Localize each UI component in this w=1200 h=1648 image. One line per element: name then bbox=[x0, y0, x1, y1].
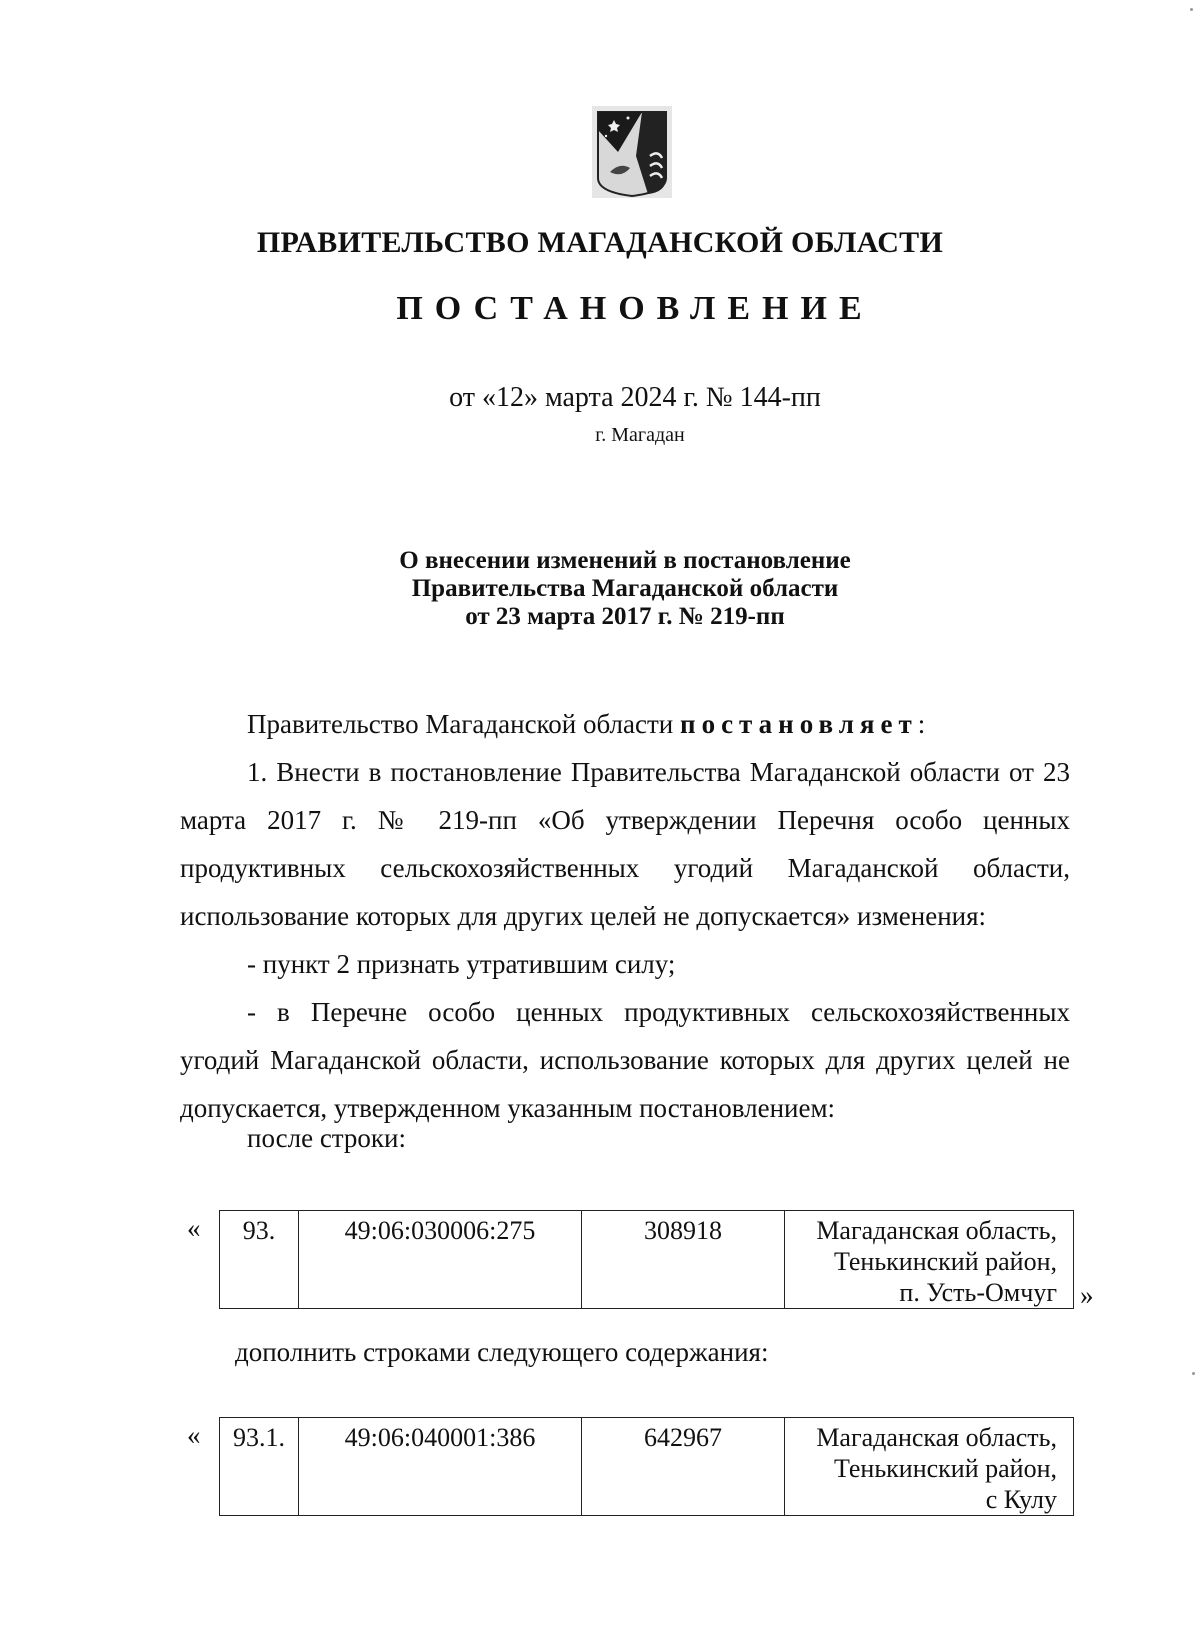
address-line: п. Усть-Омчуг bbox=[899, 1278, 1057, 1307]
row-number: 93.1. bbox=[220, 1418, 299, 1516]
close-quote: » bbox=[1080, 1280, 1094, 1310]
preamble-keyword: постановляет bbox=[680, 709, 918, 739]
document-type: ПОСТАНОВЛЕНИЕ bbox=[396, 290, 874, 327]
address-cell bbox=[785, 1211, 1074, 1309]
new-row-table bbox=[219, 1417, 1074, 1516]
organization-title: ПРАВИТЕЛЬСТВО МАГАДАНСКОЙ ОБЛАСТИ bbox=[256, 226, 944, 259]
address-cell bbox=[785, 1418, 1074, 1516]
preamble-suffix: : bbox=[917, 709, 926, 739]
cadastral-number: 49:06:030006:275 bbox=[299, 1211, 582, 1309]
scan-speck bbox=[1190, 8, 1193, 11]
table-row bbox=[220, 1418, 1074, 1516]
subject-line: Правительства Магаданской области bbox=[411, 575, 839, 602]
area-value: 642967 bbox=[582, 1418, 785, 1516]
area-value: 308918 bbox=[582, 1211, 785, 1309]
address-line: Магаданская область, bbox=[816, 1423, 1057, 1452]
existing-row-table bbox=[219, 1210, 1074, 1309]
preamble-prefix: Правительство Магаданской области bbox=[247, 709, 674, 739]
after-row-label: после строки: bbox=[247, 1123, 406, 1153]
document-date-number: от «12» марта 2024 г. № 144-пп bbox=[449, 382, 821, 413]
open-quote: « bbox=[187, 1420, 201, 1450]
row-number: 93. bbox=[220, 1211, 299, 1309]
address-line: Тенькинский район, bbox=[833, 1247, 1057, 1276]
dash-item-1: - пункт 2 признать утратившим силу; bbox=[247, 949, 676, 979]
scan-speck bbox=[1192, 1372, 1195, 1375]
subject-line: от 23 марта 2017 г. № 219-пп bbox=[465, 603, 785, 630]
dash-item-2: - в Перечне особо ценных продуктивных сельскохозяйственных угодий Магаданской области, использование которых для других целей не допускается, утвержденном указанным постановлением: bbox=[180, 997, 1070, 1123]
preamble bbox=[180, 700, 1070, 748]
document-subject bbox=[0, 547, 1200, 631]
item-1: 1. Внести в постановление Правительства Магаданской области от 23 марта 2017 г. № 219-пп «Об утверждении Перечня особо ценных продуктивных сельскохозяйственных угодий Магаданской области, использование которых для других целей не допускается» изменения: bbox=[180, 757, 1070, 931]
coat-of-arms-icon bbox=[592, 106, 672, 198]
document-city: г. Магадан bbox=[595, 424, 685, 446]
cadastral-number: 49:06:040001:386 bbox=[299, 1418, 582, 1516]
address-line: с Кулу bbox=[985, 1485, 1057, 1514]
document-body bbox=[180, 700, 1070, 1132]
subject-line: О внесении изменений в постановление bbox=[399, 547, 851, 574]
table-row bbox=[220, 1211, 1074, 1309]
supplement-label: дополнить строками следующего содержания: bbox=[235, 1337, 769, 1367]
open-quote: « bbox=[187, 1213, 201, 1243]
address-line: Тенькинский район, bbox=[833, 1454, 1057, 1483]
address-line: Магаданская область, bbox=[816, 1216, 1057, 1245]
